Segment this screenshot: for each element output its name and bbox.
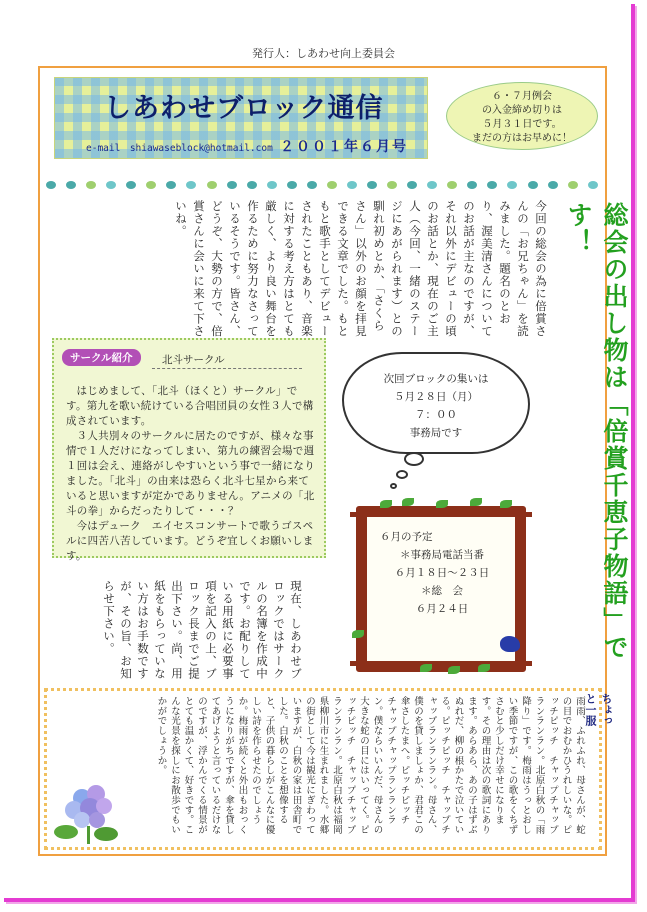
fish-icon [528, 181, 538, 189]
fish-icon [367, 181, 377, 189]
fish-icon [146, 181, 156, 189]
circle-paragraph: 今はデューク エイセスコンサートで歌うゴスペルに四苦八苦しています。どうぞ宜しくお願いします。 [66, 520, 314, 562]
fish-icon [307, 181, 317, 189]
notice-line: ６・７月例会 [492, 91, 552, 102]
newsletter-title: しあわせブロック通信 [104, 93, 384, 124]
fish-icon [186, 181, 196, 189]
meeting-line: 次回ブロックの集いは [383, 373, 489, 385]
fish-icon [267, 181, 277, 189]
fish-icon [86, 181, 96, 189]
notice-line: まだの方はお早めに！ [472, 133, 572, 144]
hydrangea-icon [52, 776, 124, 846]
fish-icon [427, 181, 437, 189]
fish-icon [66, 181, 76, 189]
june-schedule [376, 528, 508, 618]
schedule-item: ＊事務局電話当番 [400, 549, 484, 561]
article-ticket-intro: 今回の総会の為に倍賞さんの「お兄ちゃん」を読みました。題名のとおり、渥美清さんについてのお話が主なのですが、それ以外にデビューの頃のお話とか、現在のご主人（今回、一緒のステージにあがられます）との馴れ初めとか、「さくらさん」以外のお顔を拝見できる文章でした。もともと歌手としてデビューされたこともあり、音楽に対する考え方はとても厳しく、より良い舞台を作るために努力なさっているそうです。皆さん、どうぞ、大勢の方で、倍賞さんに会いに来て下さいね。 [174, 200, 548, 338]
poem-body: 雨雨、ふれふれ、母さんが、蛇の目でおむかひうれしいな。ピッチピッチ チャップチャップランランラン。北原白秋の「雨降り」です。梅雨はうっとおしい季節ですが、この歌をくちずさむと少しだけ幸せになります。その理由は次の歌詞にあります。あらあら、あの子はずぶぬれだ、柳の根かたで泣いている。ピッチピッチ チャップチャップランランラン。母さん、僕のを貸しましょか、君君この傘さしたまへ。ピッチピッチ チャップチャップランランラン。僕ならいいんだ、母さんの大きな蛇の目にはいってく。ピッチピッチ チャップチャップランランラン。北原白秋は福岡県柳川市に生まれました。水郷の街として今は観光にぎわっていますが、白秋の家は田舎町でした。白秋のことを想像すると、子供の暮らしがこんなに優しい詩を作らせたのでしょうか。梅雨が続くと外出もおっくうになりがちですが、傘を貸してあげようと言っているだけなのですが、浮かんでくる情景がとても温かくて、好きです。こんな光景を探しにお散歩でもいかがでしょうか。 [155, 696, 585, 835]
fish-icon [46, 181, 56, 189]
publisher-line: 発行人：しあわせ向上委員会 [252, 47, 395, 60]
circle-name: 北斗サークル [162, 354, 225, 366]
fish-icon [207, 181, 217, 189]
bird-icon [500, 636, 520, 652]
meeting-place: 事務局です [409, 427, 463, 439]
fish-icon [166, 181, 176, 189]
fish-icon [247, 181, 257, 189]
next-meeting-cloud [342, 352, 530, 454]
schedule-item: ６月１８日～２３日 [394, 567, 490, 579]
schedule-item: ＊総 会 [421, 585, 463, 597]
notice-line: の入金締め切りは [482, 105, 562, 116]
fish-icon [487, 181, 497, 189]
fish-icon [106, 181, 116, 189]
schedule-item: ６月２４日 [415, 603, 469, 615]
fish-icon [467, 181, 477, 189]
fish-icon [588, 181, 598, 189]
leaf-decoration [500, 500, 512, 508]
fish-icon [327, 181, 337, 189]
fish-icon [126, 181, 136, 189]
thought-bubble [404, 452, 424, 466]
board-stick [350, 661, 532, 666]
leaf-decoration [478, 664, 490, 672]
fish-icon [407, 181, 417, 189]
fish-icon [568, 181, 578, 189]
leaf-decoration [448, 666, 460, 674]
leaf-decoration [380, 500, 392, 508]
fish-icon [287, 181, 297, 189]
leaf-decoration [420, 664, 432, 672]
fish-icon [507, 181, 517, 189]
fish-icon [548, 181, 558, 189]
schedule-title: ６月の予定 [380, 531, 433, 543]
thought-bubble [396, 470, 408, 479]
circle-intro-body [66, 384, 318, 564]
board-stick [350, 512, 532, 517]
fish-icon [227, 181, 237, 189]
poem-title: ちょっと一服 [584, 693, 613, 726]
main-headline: 総会の出し物は「倍賞千恵子物語」です！ [564, 202, 629, 661]
circle-paragraph: はじめまして、「北斗（ほくと）サークル」です。第九を歌い続けている合唱団員の女性３人で構成されています。 [66, 385, 314, 427]
fish-icon [387, 181, 397, 189]
fish-divider [46, 178, 598, 192]
fish-icon [447, 181, 457, 189]
issue-date: ２００１年６月号 [280, 139, 408, 155]
circle-paragraph: ３人共別々のサークルに居たのですが、様々な事情で１人だけになってしまい、第九の練習会場で週１回は会え、連絡がしやすいという事で一緒になりました。「北斗」の由来は恐らく北斗七星から来ていると思いますが定かでありません。アニメの「北斗の拳」からだったりして・・・？ [66, 430, 316, 517]
email-address[interactable]: e-mail shiawaseblock@hotmail.com [86, 143, 273, 154]
leaf-decoration [470, 498, 482, 506]
circle-intro-label: サークル紹介 [62, 349, 141, 366]
meeting-time: ７：００ [415, 409, 457, 421]
leaf-decoration [436, 500, 448, 508]
circle-divider [152, 368, 302, 369]
fish-icon [347, 181, 357, 189]
thought-bubble [390, 483, 397, 489]
notice-line: ５月３１日です。 [482, 119, 562, 130]
meeting-date: ５月２８日（月） [394, 391, 478, 403]
leaf-decoration [402, 498, 414, 506]
leaf-decoration [352, 630, 364, 638]
article-roster-notice: 現在、しあわせブロックではサークルの名簿を作成中です。お配りしている用紙に必要事項を記入の上、ブロック長までご提出下さい。尚、用紙をもらっていない方はお手数ですが、その旨、お知らせ下さい。 [102, 580, 303, 680]
payment-notice [446, 82, 598, 150]
